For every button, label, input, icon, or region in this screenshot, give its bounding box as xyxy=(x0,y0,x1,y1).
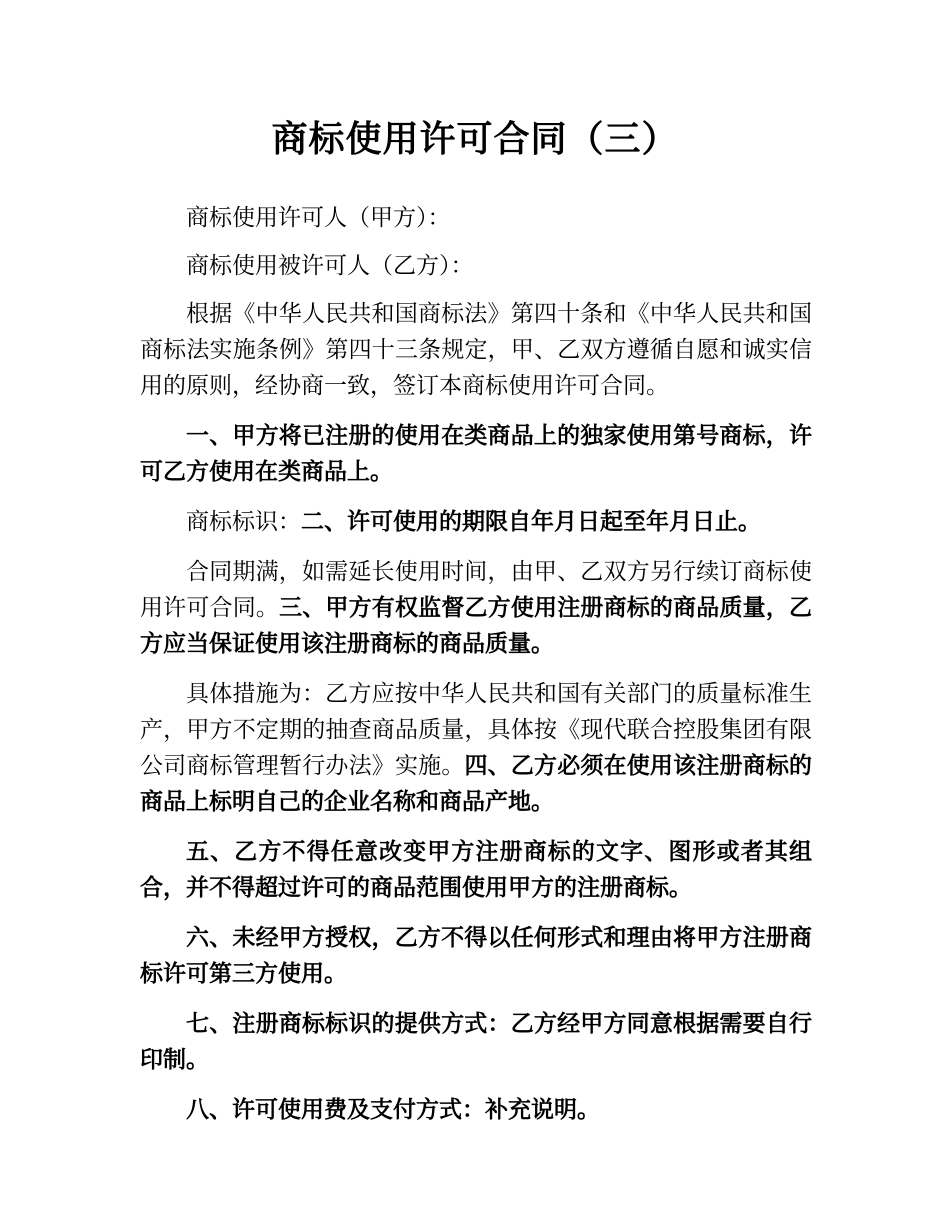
trademark-label: 商标标识： xyxy=(186,509,301,535)
clause-2-paragraph xyxy=(140,504,812,540)
document-body xyxy=(140,200,812,1142)
clause-4: 四、乙方必须在使用该注册商标的商品上标明自己的企业名称和商品产地。 xyxy=(140,753,813,815)
clause-8: 八、许可使用费及支付方式：补充说明。 xyxy=(186,1097,600,1123)
renewal-text: 合同期满，如需延长使用时间，由甲、乙双方另行续订商标使用许可合同。 xyxy=(140,559,812,621)
licensee-line: 商标使用被许可人（乙方）： xyxy=(186,253,474,279)
quality-measures-text: 具体措施为：乙方应按中华人民共和国有关部门的质量标准生产，甲方不定期的抽查商品质量，具体按《现代联合控股集团有限公司商标管理暂行办法》实施。 xyxy=(140,681,812,779)
clause-7: 七、注册商标标识的提供方式：乙方经甲方同意根据需要自行印制。 xyxy=(140,1011,812,1073)
licensor-line: 商标使用许可人（甲方）： xyxy=(186,205,451,231)
clause-5: 五、乙方不得任意改变甲方注册商标的文字、图形或者其组合，并不得超过许可的商品范围使用甲方的注册商标。 xyxy=(140,839,812,901)
clause-4-paragraph xyxy=(140,676,812,820)
clause-6: 六、未经甲方授权，乙方不得以任何形式和理由将甲方注册商标许可第三方使用。 xyxy=(140,925,812,987)
clause-2: 二、许可使用的期限自年月日起至年月日止。 xyxy=(301,509,761,535)
document-title: 商标使用许可合同（三） xyxy=(271,119,679,160)
clause-3-paragraph xyxy=(140,554,812,662)
clause-3: 三、甲方有权监督乙方使用注册商标的商品质量，乙方应当保证使用该注册商标的商品质量。 xyxy=(140,595,813,657)
preamble-paragraph: 根据《中华人民共和国商标法》第四十条和《中华人民共和国商标法实施条例》第四十三条规定，甲、乙双方遵循自愿和诚实信用的原则，经协商一致，签订本商标使用许可合同。 xyxy=(140,301,812,399)
clause-1: 一、甲方将已注册的使用在类商品上的独家使用第号商标，许可乙方使用在类商品上。 xyxy=(140,423,812,485)
